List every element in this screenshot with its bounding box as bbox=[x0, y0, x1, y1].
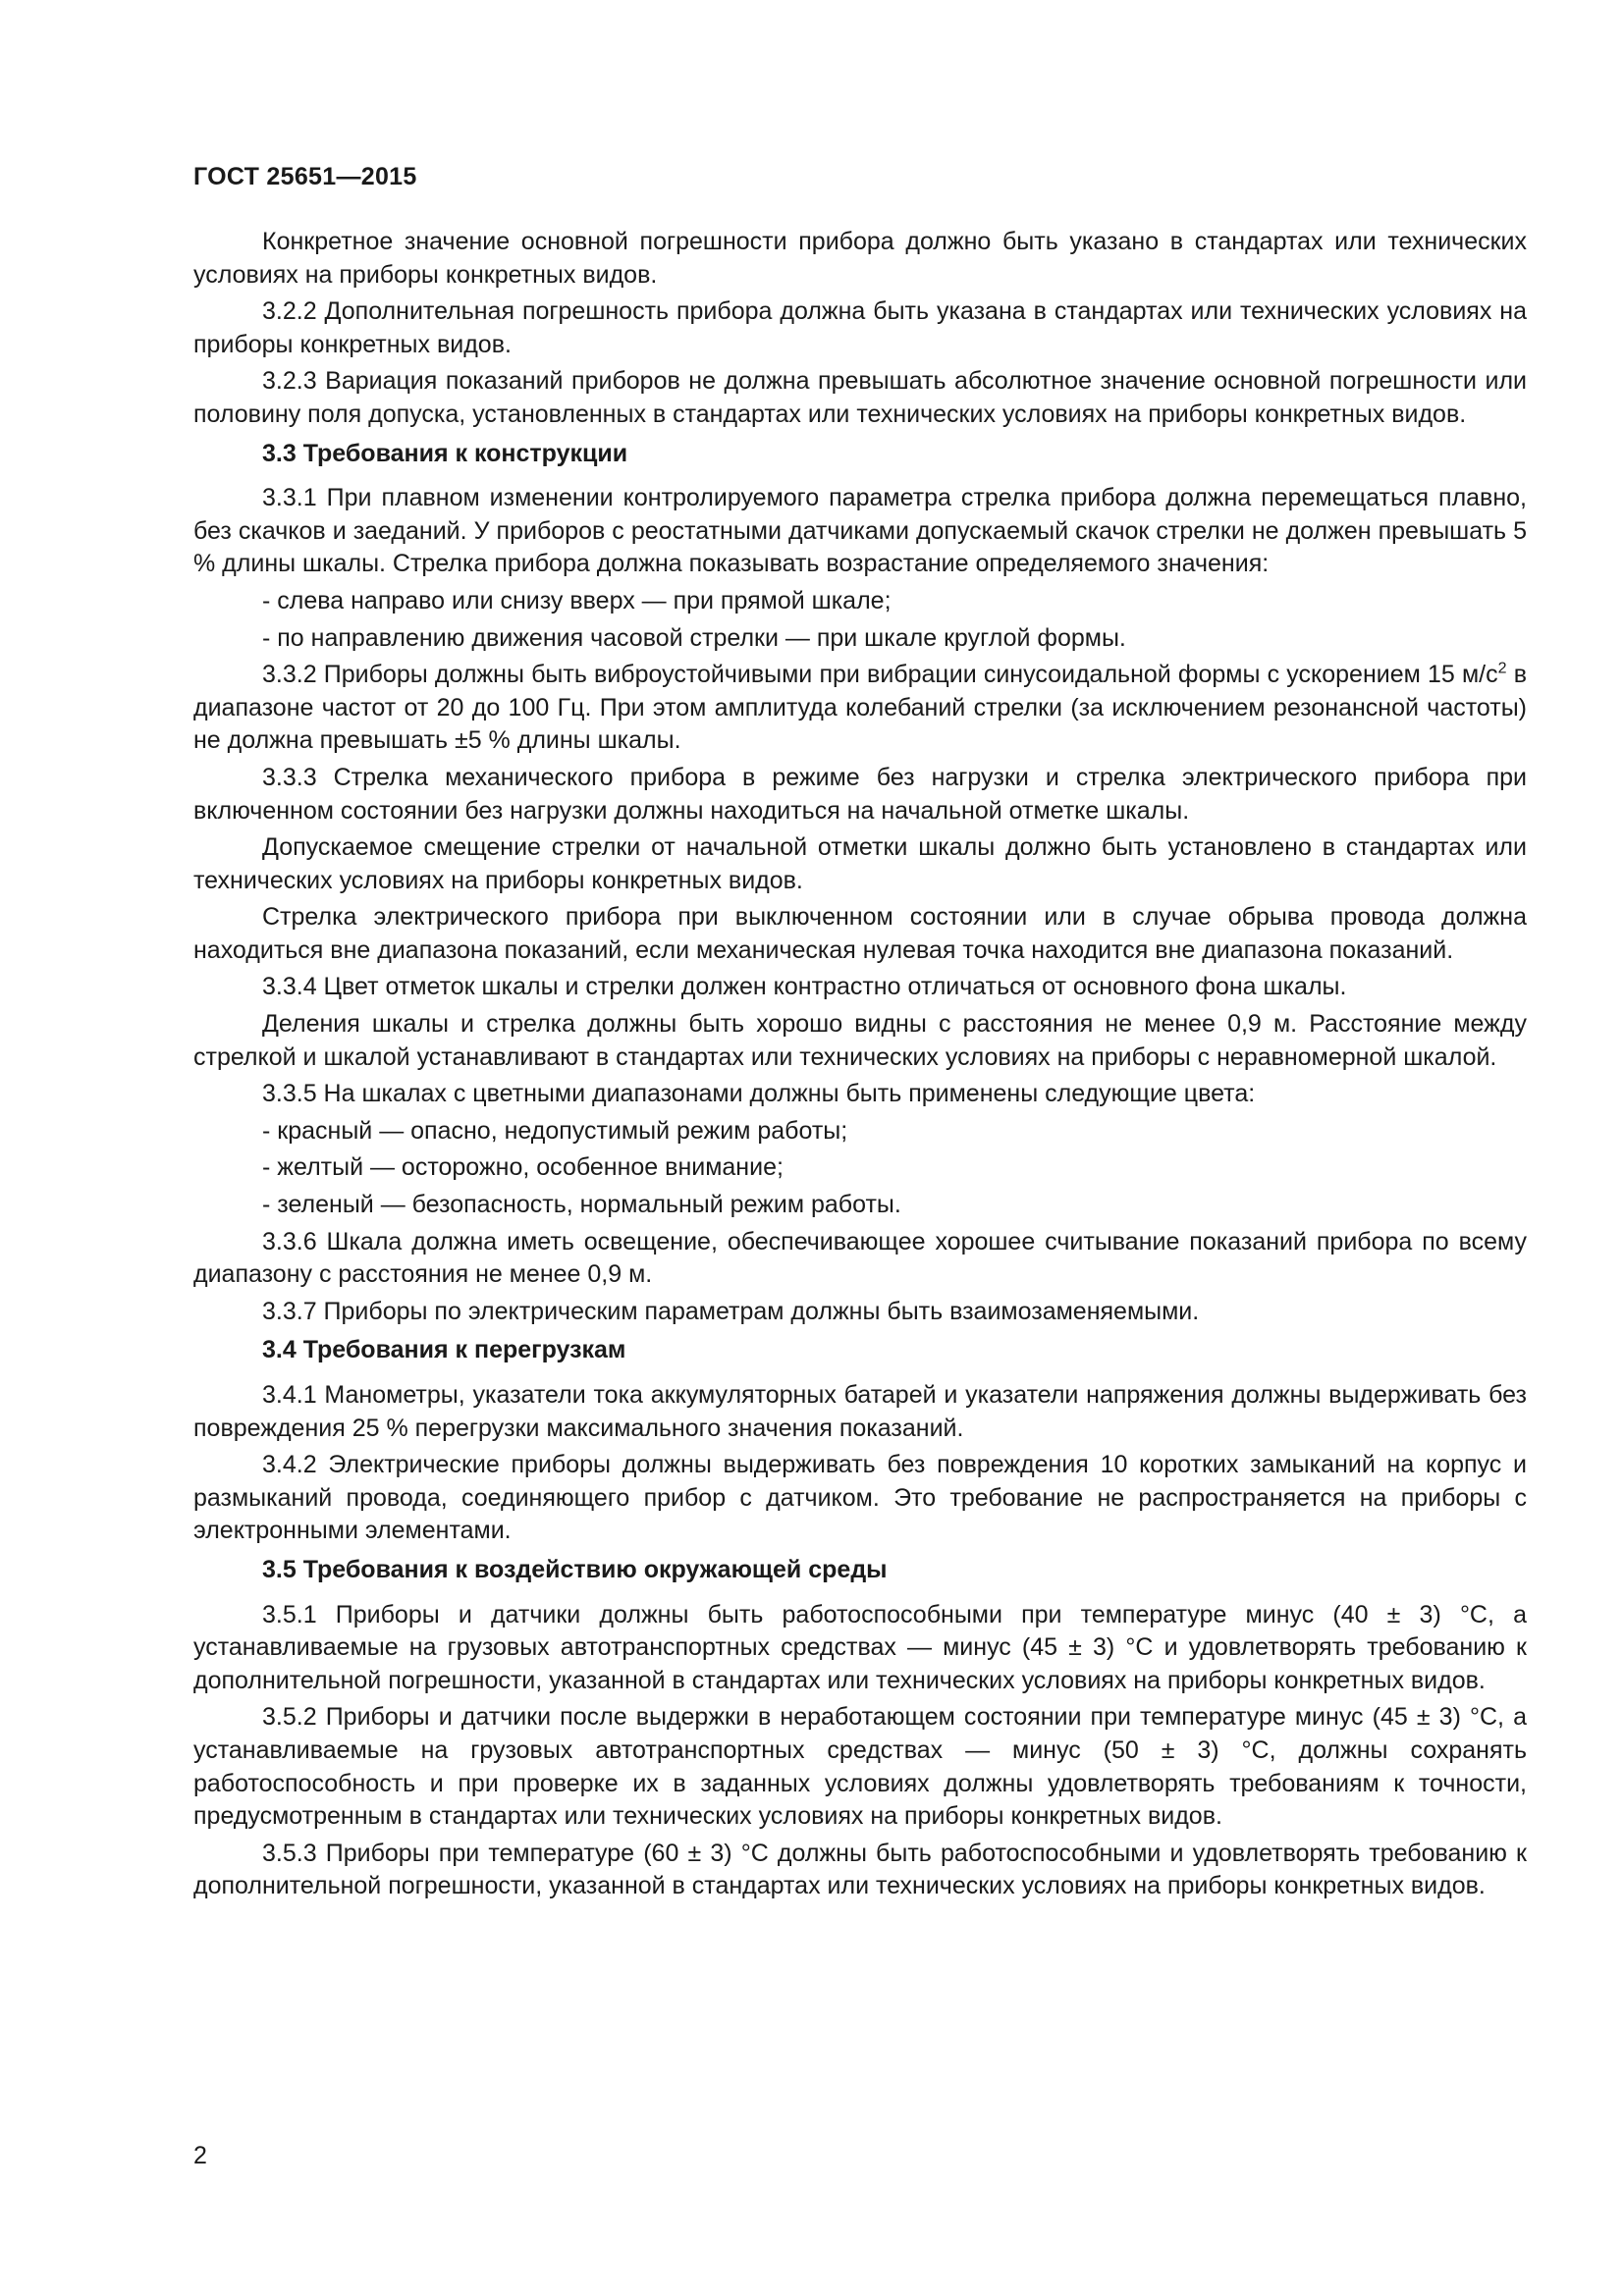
list-item-yellow: - желтый — осторожно, особенное внимание; bbox=[262, 1153, 784, 1182]
document-body bbox=[193, 226, 1527, 1907]
paragraph-3-3-1: 3.3.1 При плавном изменении контролируемого параметра стрелка прибора должна перемещаться плавно, без скачков и заеданий. У приборов с реостатными датчиками допускаемый скачок стрелки не должен превышать 5 % длины шкалы. Стрелка прибора должна показывать возрастание определяемого значения: bbox=[193, 484, 1527, 578]
paragraph-needle-off-state: Стрелка электрического прибора при выключенном состоянии или в случае обрыва провода должна находиться вне диапазона показаний, если механическая нулевая точка находится вне диапазона показаний. bbox=[193, 903, 1527, 964]
paragraph-3-3-7: 3.3.7 Приборы по электрическим параметрам должны быть взаимозаменяемыми. bbox=[262, 1297, 1200, 1325]
paragraph-3-4-2: 3.4.2 Электрические приборы должны выдерживать без повреждения 10 коротких замыканий на корпус и размыканий провода, соединяющего прибор с датчиком. Это требование не распространяется на приборы с электронными элементами. bbox=[193, 1451, 1527, 1545]
paragraph-3-3-5: 3.3.5 На шкалах с цветными диапазонами должны быть применены следующие цвета: bbox=[262, 1080, 1256, 1108]
paragraph-scale-visibility: Деления шкалы и стрелка должны быть хорошо видны с расстояния не менее 0,9 м. Расстояние между стрелкой и шкалой устанавливают в стандартах или технических условиях на приборы с неравномерной шкалой. bbox=[193, 1010, 1527, 1071]
paragraph-3-5-2: 3.5.2 Приборы и датчики после выдержки в неработающем состоянии при температуре минус (45 ± 3) °С, а устанавливаемые на грузовых автотранспортных средствах — минус (50 ± 3) °С, должны сохранять работоспособность и при проверке их в заданных условиях должны удовлетворять требованиям к точности, предусмотренным в стандартах или технических условиях на приборы конкретных видов. bbox=[193, 1703, 1527, 1831]
paragraph-3-4-1: 3.4.1 Манометры, указатели тока аккумуляторных батарей и указатели напряжения должны выдерживать без повреждения 25 % перегрузки максимального значения показаний. bbox=[193, 1381, 1527, 1442]
section-heading-3-5: 3.5 Требования к воздействию окружающей среды bbox=[262, 1555, 888, 1583]
page-number: 2 bbox=[193, 2142, 207, 2169]
section-heading-3-3: 3.3 Требования к конструкции bbox=[262, 439, 628, 467]
section-heading-3-4: 3.4 Требования к перегрузкам bbox=[262, 1336, 626, 1364]
list-item-round-scale: - по направлению движения часовой стрелки — при шкале круглой формы. bbox=[262, 623, 1126, 652]
paragraph-3-3-2 bbox=[193, 659, 1527, 758]
paragraph-3-5-3: 3.5.3 Приборы при температуре (60 ± 3) °С должны быть работоспособными и удовлетворять требованию к дополнительной погрешности, указанной в стандартах или технических условиях на приборы конкретных видов. bbox=[193, 1839, 1527, 1900]
paragraph-needle-offset: Допускаемое смещение стрелки от начальной отметки шкалы должно быть установлено в стандартах или технических условиях на приборы конкретных видов. bbox=[193, 833, 1527, 894]
paragraph-3-2-3: 3.2.3 Вариация показаний приборов не должна превышать абсолютное значение основной погрешности или половину поля допуска, установленных в стандартах или технических условиях на приборы конкретных видов. bbox=[193, 367, 1527, 428]
paragraph-3-3-2-text-end: в диапазоне частот от 20 до 100 Гц. При этом амплитуда колебаний стрелки (за исключением резонансной частоты) не должна превышать ±5 % длины шкалы. bbox=[193, 661, 1527, 755]
superscript-exponent: 2 bbox=[1497, 660, 1507, 677]
paragraph-3-3-6: 3.3.6 Шкала должна иметь освещение, обеспечивающее хорошее считывание показаний прибора по всему диапазону с расстояния не менее 0,9 м. bbox=[193, 1227, 1527, 1289]
document-id-header: ГОСТ 25651—2015 bbox=[193, 163, 417, 190]
paragraph-3-3-4: 3.3.4 Цвет отметок шкалы и стрелки должен контрастно отличаться от основного фона шкалы. bbox=[262, 973, 1347, 1001]
paragraph-3-5-1: 3.5.1 Приборы и датчики должны быть работоспособными при температуре минус (40 ± 3) °С, а устанавливаемые на грузовых автотранспортных средствах — минус (45 ± 3) °С и удовлетворять требованию к дополнительной погрешности, указанной в стандартах или технических условиях на приборы конкретных видов. bbox=[193, 1600, 1527, 1694]
paragraph-3-2-2: 3.2.2 Дополнительная погрешность прибора должна быть указана в стандартах или технических условиях на приборы конкретных видов. bbox=[193, 297, 1527, 358]
paragraph-3-3-2-text-start: 3.3.2 Приборы должны быть виброустойчивыми при вибрации синусоидальной формы с ускорением 15 м/с bbox=[262, 661, 1498, 689]
paragraph-accuracy-spec: Конкретное значение основной погрешности прибора должно быть указано в стандартах или технических условиях на приборы конкретных видов. bbox=[193, 228, 1527, 289]
paragraph-3-3-3: 3.3.3 Стрелка механического прибора в режиме без нагрузки и стрелка электрического прибора при включенном состоянии без нагрузки должны находиться на начальной отметке шкалы. bbox=[193, 763, 1527, 825]
list-item-red: - красный — опасно, недопустимый режим работы; bbox=[262, 1116, 848, 1145]
list-item-green: - зеленый — безопасность, нормальный режим работы. bbox=[262, 1191, 901, 1219]
list-item-straight-scale: - слева направо или снизу вверх — при прямой шкале; bbox=[262, 586, 892, 614]
